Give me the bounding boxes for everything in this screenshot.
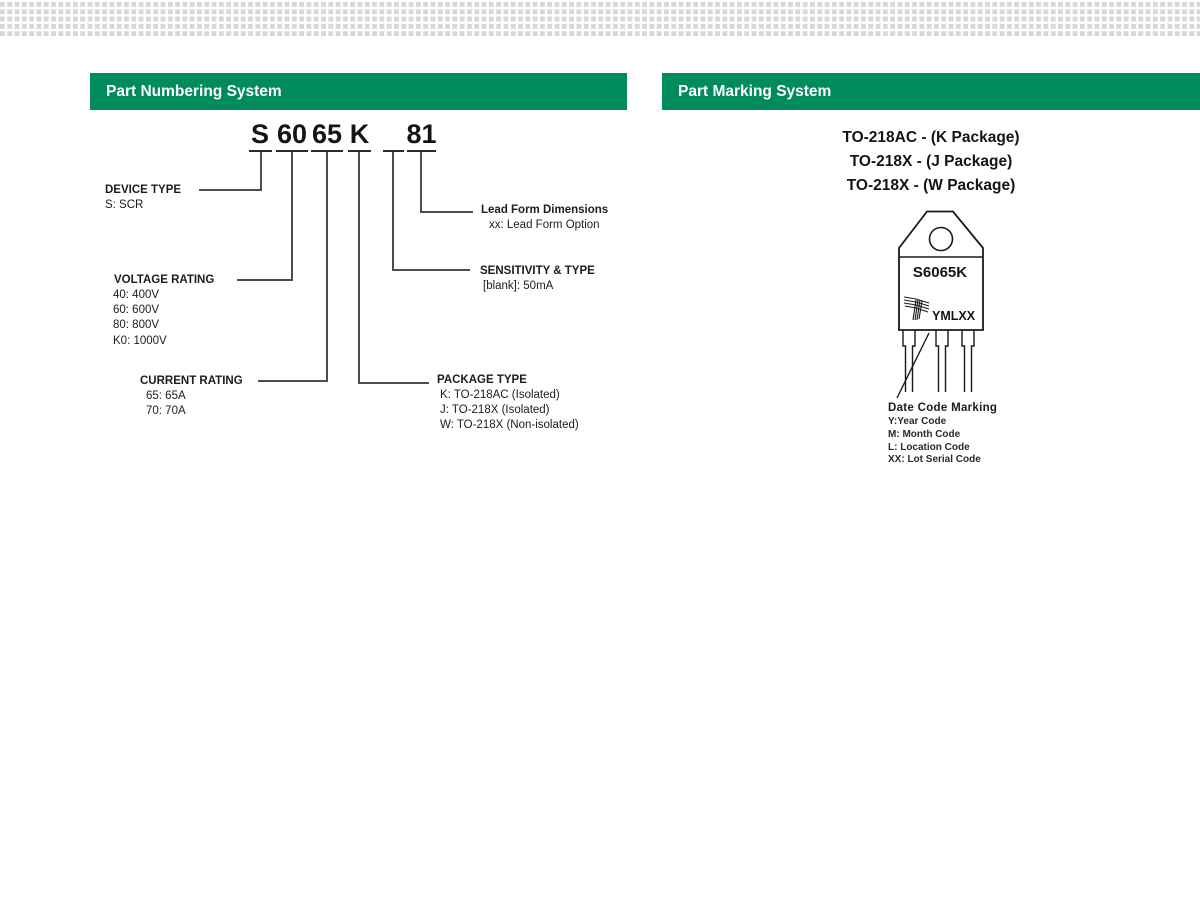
- package-title: TO-218AC - (K Package): [842, 129, 1020, 146]
- field-package-type-item: J: TO-218X (Isolated): [440, 404, 550, 417]
- date-code-item: L: Location Code: [888, 441, 970, 453]
- stem-package: [358, 152, 360, 384]
- lead-2: [936, 330, 948, 392]
- dotted-pattern-band: [0, 2, 1200, 36]
- field-current-rating-item: 70: 70A: [146, 405, 186, 418]
- field-device-type-label: DEVICE TYPE: [105, 184, 182, 196]
- field-voltage-rating-item: 60: 600V: [113, 304, 160, 317]
- field-device-type-item: S: SCR: [105, 199, 144, 211]
- connector-voltage: [237, 279, 293, 281]
- field-lead-form: [481, 204, 608, 233]
- part-marking-header: Part Marking System: [662, 73, 1200, 110]
- part-code-segment-voltage: 60: [276, 119, 308, 149]
- stem-voltage: [291, 152, 293, 281]
- stem-leadform: [420, 152, 422, 213]
- field-package-type-label: PACKAGE TYPE: [437, 374, 527, 386]
- marking-code: YMLXX: [932, 309, 976, 323]
- package-title: TO-218X - (W Package): [846, 177, 1016, 194]
- mounting-hole: [930, 228, 953, 251]
- field-voltage-rating-item: 80: 800V: [113, 319, 160, 332]
- connector-sensitivity: [392, 269, 470, 271]
- package-outline-drawing: [858, 203, 1022, 403]
- date-code-item: XX: Lot Serial Code: [888, 454, 981, 466]
- part-code-segment-device: S: [250, 119, 269, 149]
- field-current-rating-item: 65: 65A: [146, 390, 186, 402]
- connector-leadform: [420, 211, 473, 213]
- field-device-type: [105, 184, 181, 213]
- field-package-type-item: K: TO-218AC (Isolated): [440, 389, 560, 401]
- device-label: S6065K: [912, 264, 968, 281]
- field-package-type: [437, 374, 579, 434]
- field-voltage-rating-item: K0: 1000V: [113, 334, 167, 347]
- connector-package: [358, 382, 429, 384]
- field-voltage-rating: [114, 274, 214, 349]
- stem-current: [326, 152, 328, 382]
- connector-current: [258, 380, 328, 382]
- field-voltage-rating-label: VOLTAGE RATING: [114, 274, 215, 286]
- field-sensitivity-type-label: SENSITIVITY & TYPE: [480, 265, 595, 277]
- date-code-legend: [888, 402, 997, 467]
- part-code-segment-package: K: [349, 119, 370, 149]
- field-sensitivity-type-item: [blank]: 50mA: [483, 280, 554, 292]
- part-code-segment-leadform: 81: [406, 119, 437, 149]
- field-current-rating: [140, 375, 243, 419]
- field-lead-form-label: Lead Form Dimensions: [481, 204, 609, 216]
- part-numbering-header: Part Numbering System: [90, 73, 627, 110]
- part-code-segment-current: 65: [311, 119, 343, 149]
- field-lead-form-item: xx: Lead Form Option: [489, 219, 600, 231]
- date-code-label: Date Code Marking: [888, 402, 998, 414]
- package-title: TO-218X - (J Package): [849, 153, 1013, 170]
- stem-device: [260, 152, 262, 191]
- field-sensitivity-type: [480, 265, 595, 294]
- date-code-item: Y:Year Code: [888, 416, 947, 427]
- package-title-list: [662, 126, 1200, 198]
- field-package-type-item: W: TO-218X (Non-isolated): [440, 419, 579, 432]
- field-voltage-rating-item: 40: 400V: [113, 289, 160, 301]
- lead-3: [962, 330, 974, 392]
- date-code-item: M: Month Code: [888, 428, 961, 440]
- connector-device: [199, 189, 262, 191]
- stem-sensitivity: [392, 152, 394, 271]
- field-current-rating-label: CURRENT RATING: [140, 375, 243, 387]
- part-code-segment-sensitivity: [382, 119, 405, 149]
